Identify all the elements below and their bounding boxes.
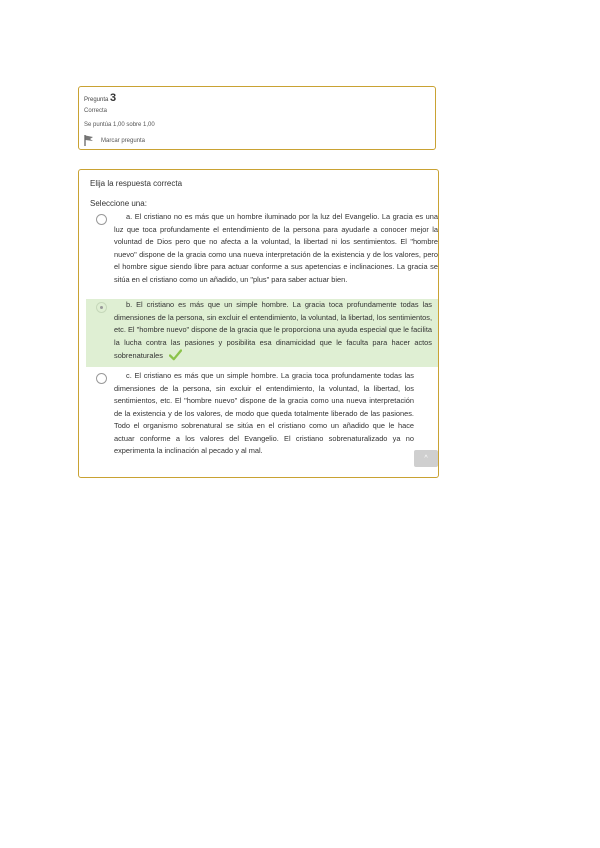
question-number: 3 — [110, 92, 117, 104]
answer-option-a[interactable] — [86, 211, 438, 289]
answer-option-a-text: a. El cristiano no es más que un hombre iluminado por la luz del Evangelio. La gracia es una luz que toca profundamente el entendimiento de la persona para ayudarle a conocer mejor la voluntad de Dios pero que no afecta a la voluntad, la libertad ni los sentimientos. El "hombre nuevo" dispone de la gracia como una nueva interpretación de la existencia y de los valores, pero el hombre sigue siendo libre para actuar conforme a sus apetencias e inclinaciones. La gracia se sitúa en el cristiano como un añadido, un "plus" para saber actuar bien. — [114, 212, 438, 284]
flag-question-label: Marcar pregunta — [101, 137, 146, 144]
question-info-box — [78, 86, 436, 150]
question-number-label — [84, 92, 116, 104]
question-grade: Se puntúa 1,00 sobre 1,00 — [84, 122, 155, 128]
answer-option-b-text: b. El cristiano es más que un simple hombre. La gracia toca profundamente todas las dimensiones de la persona, sin excluir el entendimiento, la voluntad, la libertad, los sentimientos, etc. El "hombre nuevo" dispone de la gracia que le proporciona una ayuda especial que le facilita la lucha contra las pasiones y posibilita esa dinamicidad que le faculta para hacer actos sobrenaturales — [114, 300, 432, 360]
flag-question-link[interactable] — [84, 135, 145, 146]
question-text: Elija la respuesta correcta — [90, 179, 183, 188]
question-state: Correcta — [84, 108, 108, 114]
answer-prompt: Seleccione una: — [90, 199, 147, 208]
radio-option-c[interactable] — [96, 373, 107, 384]
radio-option-b[interactable] — [96, 302, 107, 313]
question-label: Pregunta — [84, 97, 109, 103]
scroll-to-top-button[interactable]: ^ — [414, 450, 438, 467]
question-content — [78, 169, 439, 478]
answer-option-b[interactable] — [86, 299, 438, 367]
answer-option-c[interactable] — [86, 370, 438, 470]
correct-check-icon — [169, 349, 182, 361]
radio-option-a[interactable] — [96, 214, 107, 225]
answer-option-c-text: c. El cristiano es más que un simple hombre. La gracia toca profundamente todas las dimensiones de la persona, sin excluir el entendimiento, la voluntad, la libertad, los sentimientos, etc. El "hombre nuevo" dispone de la gracia como una nueva interpretación de la existencia y de los valores, de modo que queda totalmente liberado de las pasiones. Todo el organismo sobrenatural se sitúa en el cristiano como un añadido que le hace actuar conforme a los valores del Evangelio. El cristiano sobrenaturalizado ya no experimenta la inclinación al pecado y al mal. — [114, 371, 414, 455]
flag-icon — [84, 135, 94, 146]
